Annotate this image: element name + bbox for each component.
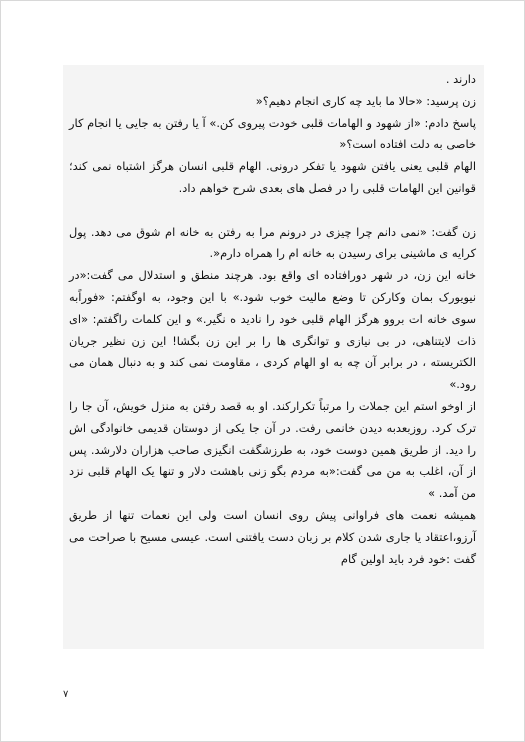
paragraph: دارند . (445, 72, 476, 86)
paragraph: از اوخو استم این جملات را مرتباً تکرارکند. او به قصد رفتن به منزل خویش، آن جا را ترک کرد. روزبعدبه دیدن خانمی رفت. در آن جا یکی از دوستان قدیمی خانوادگی اش را دید. از طریق همین دوست خود، به طرزشگفت انگیزی صاحب هزاران دلارشد. پس از آن، اغلب به من می گفت:«به مردم بگو زنی باهشت دلار و تنها یک الهام قلبی نزد من آمد. » (69, 398, 476, 501)
paragraph: زن پرسید: «حالا ما باید چه کاری انجام دهیم؟« (255, 93, 476, 108)
page-number: ۷ (63, 689, 69, 700)
text-block (63, 65, 484, 649)
paragraph: الهام قلبی یعنی یافتن شهود یا تفکر درونی. الهام قلبی انسان هرگز اشتباه نمی کند؛قوانین این الهامات قلبی را در فصل های بعدی شرح خواهم داد. (69, 159, 476, 195)
paragraph: همیشه نعمت های فراوانی پیش روی انسان است ولی این نعمات تنها از طریق آرزو،اعتقاد یا جاری شدن کلام بر زبان دست یافتنی است. عیسی مسیح با صراحت می گفت :خود فرد باید اولین گام (69, 507, 476, 566)
paragraph: پاسخ دادم: «از شهود و الهامات قلبی خودت پیروی کن.» آ یا رفتن به جایی یا انجام کار خاصی به دلت افتاده است؟« (69, 115, 476, 152)
paragraph: خانه این زن، در شهر دورافتاده ای واقع بود. هرچند منطق و استدلال می گفت:«در نیویورک بمان وکارکن تا وضع مالیت خوب شود.» با این وجود، به اوگفتم: «فوراًبه سوی خانه ات بروو هرگز الهام قلبی خود را نادید ه نگیر.» و این کلمات راگفتم: «ای ذات لایتناهی، در بی نیازی و توانگری ها را بر این زن بگشا! این زن نظیر جریان الکتریسته ، در برابر آن چه به او الهام کردی ، مقاومت نمی کند و به دنبال همان می رود.» (69, 268, 476, 392)
body-text (69, 69, 476, 570)
paragraph: زن گفت: «نمی دانم چرا چیزی در درونم مرا به رفتن به خانه ام شوق می دهد. پول کرایه ی ماشینی برای رسیدن به خانه ام را همراه دارم«. (69, 224, 476, 261)
